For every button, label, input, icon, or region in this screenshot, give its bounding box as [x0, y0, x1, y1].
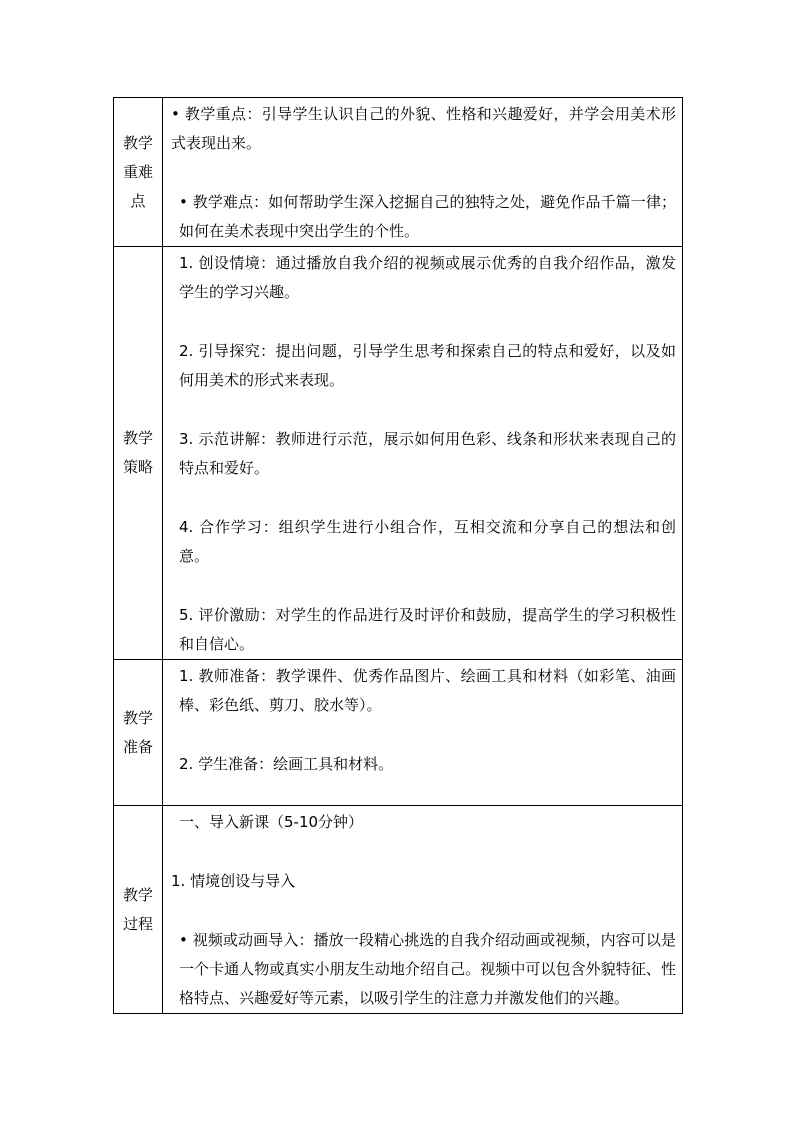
- row-content: [163, 806, 683, 1014]
- paragraph: • 教学难点：如何帮助学生深入挖掘自己的独特之处，避免作品千篇一律；如何在美术表现中突出学生的个性。: [179, 193, 676, 240]
- paragraph: 一、导入新课（5-10分钟）: [179, 813, 364, 831]
- row-label: 教学过程: [114, 806, 163, 1014]
- table-row-preparation: [114, 660, 683, 806]
- row-content: [163, 660, 683, 806]
- row-label: 教学准备: [114, 660, 163, 806]
- paragraph: 4. 合作学习：组织学生进行小组合作，互相交流和分享自己的想法和创意。: [179, 518, 676, 565]
- table-row-process: [114, 806, 683, 1014]
- paragraph: 5. 评价激励：对学生的作品进行及时评价和鼓励，提高学生的学习积极性和自信心。: [179, 606, 676, 653]
- row-content: [163, 98, 683, 247]
- paragraph: 1. 情境创设与导入: [171, 872, 296, 890]
- paragraph: 3. 示范讲解：教师进行示范，展示如何用色彩、线条和形状来表现自己的特点和爱好。: [179, 430, 676, 477]
- paragraph: 2. 引导探究：提出问题，引导学生思考和探索自己的特点和爱好，以及如何用美术的形式来表现。: [179, 342, 676, 389]
- paragraph: 1. 教师准备：教学课件、优秀作品图片、绘画工具和材料（如彩笔、油画棒、彩色纸、剪刀、胶水等）。: [179, 667, 676, 714]
- row-label: 教学重难点: [114, 98, 163, 247]
- lesson-plan-table: [113, 97, 683, 1014]
- paragraph: • 教学重点：引导学生认识自己的外貌、性格和兴趣爱好，并学会用美术形式表现出来。: [171, 105, 676, 152]
- table-row-strategy: [114, 247, 683, 660]
- row-label: 教学策略: [114, 247, 163, 660]
- table-row-key-difficult-points: [114, 98, 683, 247]
- paragraph: 1. 创设情境：通过播放自我介绍的视频或展示优秀的自我介绍作品，激发学生的学习兴趣。: [179, 254, 676, 301]
- paragraph: 2. 学生准备：绘画工具和材料。: [179, 755, 394, 773]
- row-content: [163, 247, 683, 660]
- paragraph: • 视频或动画导入：播放一段精心挑选的自我介绍动画或视频，内容可以是一个卡通人物或真实小朋友生动地介绍自己。视频中可以包含外貌特征、性格特点、兴趣爱好等元素，以吸引学生的注意力并激发他们的兴趣。: [179, 931, 676, 1007]
